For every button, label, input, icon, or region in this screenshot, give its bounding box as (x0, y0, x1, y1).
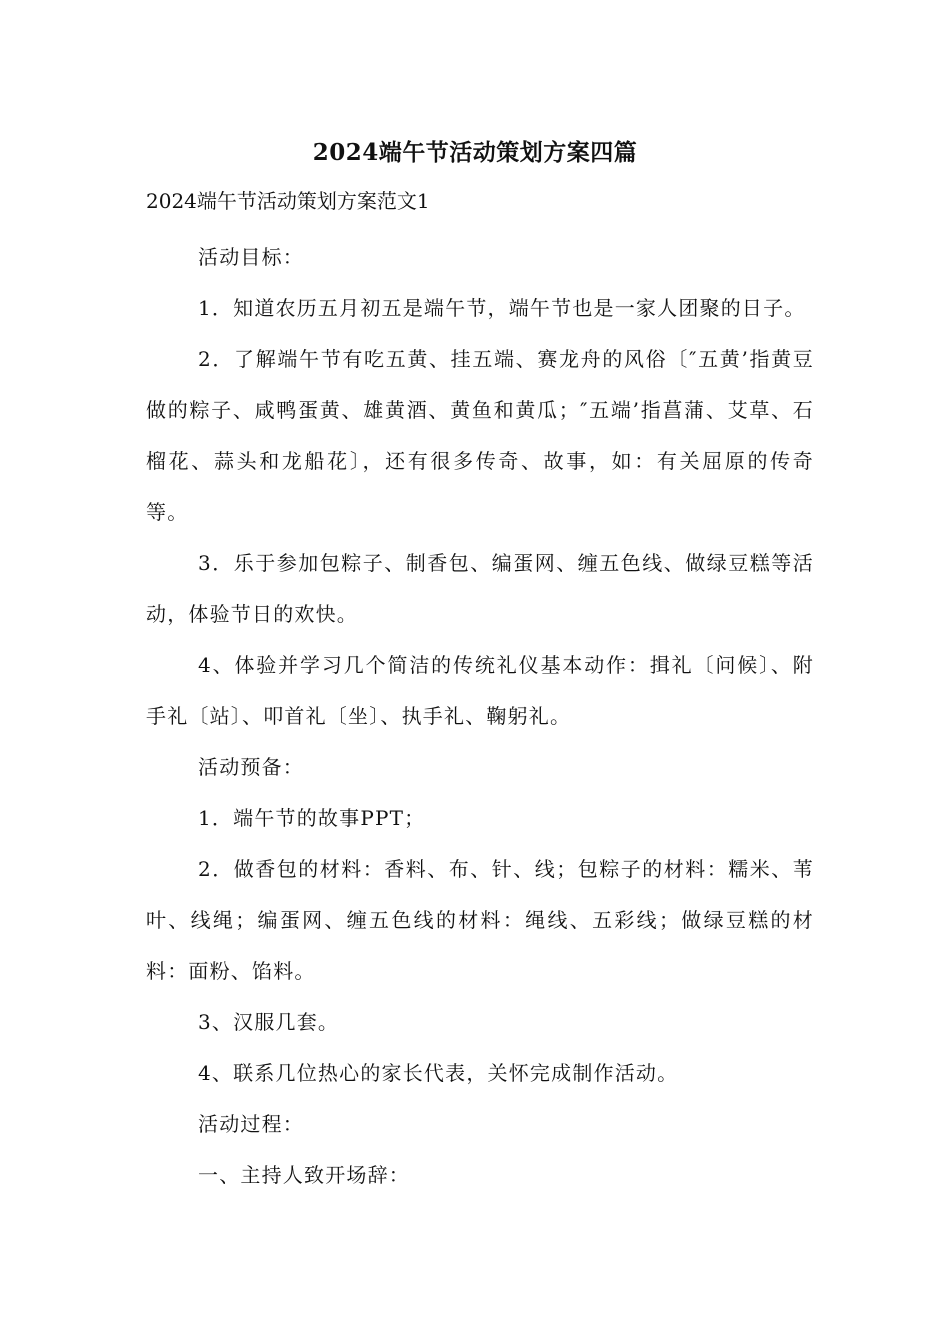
paragraph-prep-3: 3、汉服几套。 (198, 1010, 340, 1034)
paragraph-prep-2: 2．做香包的材料：香料、布、针、线；包粽子的材料：糯米、苇叶、线绳；编蛋网、缠五色线的材料：绳线、五彩线；做绿豆糕的材料：面粉、馅料。 (146, 857, 814, 983)
document-title: 2024端午节活动策划方案四篇 (312, 139, 638, 166)
paragraph-goals-heading: 活动目标： (198, 245, 304, 269)
paragraph-goal-4: 4、体验并学习几个简洁的传统礼仪基本动作：揖礼〔问候〕、附手礼〔站〕、叩首礼〔坐〕、执手礼、鞠躬礼。 (146, 653, 814, 728)
document-body (146, 232, 814, 1201)
paragraph-process-1: 一、主持人致开场辞： (198, 1163, 410, 1187)
paragraph-goal-2: 2．了解端午节有吃五黄、挂五端、赛龙舟的风俗〔″五黄’指黄豆做的粽子、咸鸭蛋黄、雄黄酒、黄鱼和黄瓜；″五端’指菖蒲、艾草、石榴花、蒜头和龙船花〕，还有很多传奇、故事，如：有关屈原的传奇等。 (146, 347, 814, 524)
paragraph-goal-3: 3．乐于参加包粽子、制香包、编蛋网、缠五色线、做绿豆糕等活动，体验节日的欢快。 (146, 551, 814, 626)
paragraph-goal-1: 1．知道农历五月初五是端午节，端午节也是一家人团聚的日子。 (198, 296, 806, 320)
paragraph-prep-4: 4、联系几位热心的家长代表，关怀完成制作活动。 (198, 1061, 679, 1085)
paragraph-prep-heading: 活动预备： (198, 755, 304, 779)
document-subtitle: 2024端午节活动策划方案范文1 (146, 189, 430, 213)
paragraph-prep-1: 1．端午节的故事PPT； (198, 806, 426, 830)
paragraph-process-heading: 活动过程： (198, 1112, 304, 1136)
